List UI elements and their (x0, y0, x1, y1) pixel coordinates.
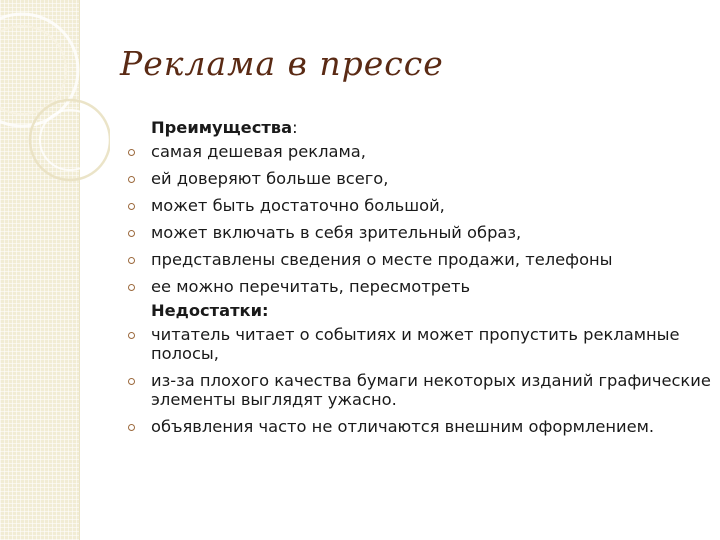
circle-bullet-icon (128, 203, 135, 210)
circle-bullet-icon (128, 378, 135, 385)
circle-bullet-icon (128, 332, 135, 339)
list-item-text: представлены сведения о месте продажи, телефоны (151, 250, 613, 269)
list-item (128, 223, 713, 242)
list-item (128, 417, 713, 436)
list-item-text: ее можно перечитать, пересмотреть (151, 277, 471, 296)
decorative-rings (0, 0, 110, 220)
list-item-text: объявления часто не отличаются внешним оформлением. (151, 417, 655, 436)
slide-title: Реклама в прессе (120, 44, 444, 83)
circle-bullet-icon (128, 424, 135, 431)
circle-bullet-icon (128, 149, 135, 156)
circle-bullet-icon (128, 176, 135, 183)
slide-body (128, 118, 713, 444)
list-item (128, 169, 713, 188)
advantages-heading-text: Преимущества (151, 118, 293, 137)
disadvantages-heading: Недостатки: (151, 301, 269, 320)
list-item-text: может быть достаточно большой, (151, 196, 445, 215)
list-item (128, 196, 713, 215)
advantages-heading-colon: : (292, 118, 298, 137)
list-item-text: может включать в себя зрительный образ, (151, 223, 522, 242)
advantages-heading (128, 118, 713, 137)
list-item (128, 371, 713, 409)
list-item-text: самая дешевая реклама, (151, 142, 366, 161)
list-item-text: ей доверяют больше всего, (151, 169, 389, 188)
circle-bullet-icon (128, 284, 135, 291)
list-item (128, 277, 713, 296)
list-item (128, 142, 713, 161)
circle-bullet-icon (128, 230, 135, 237)
circle-bullet-icon (128, 257, 135, 264)
list-item-text: из-за плохого качества бумаги некоторых изданий графические элементы выглядят ужасно. (151, 371, 711, 409)
list-item-text: читатель читает о событиях и может пропустить рекламные полосы, (151, 325, 680, 363)
list-item (128, 325, 713, 363)
list-item (128, 250, 713, 269)
